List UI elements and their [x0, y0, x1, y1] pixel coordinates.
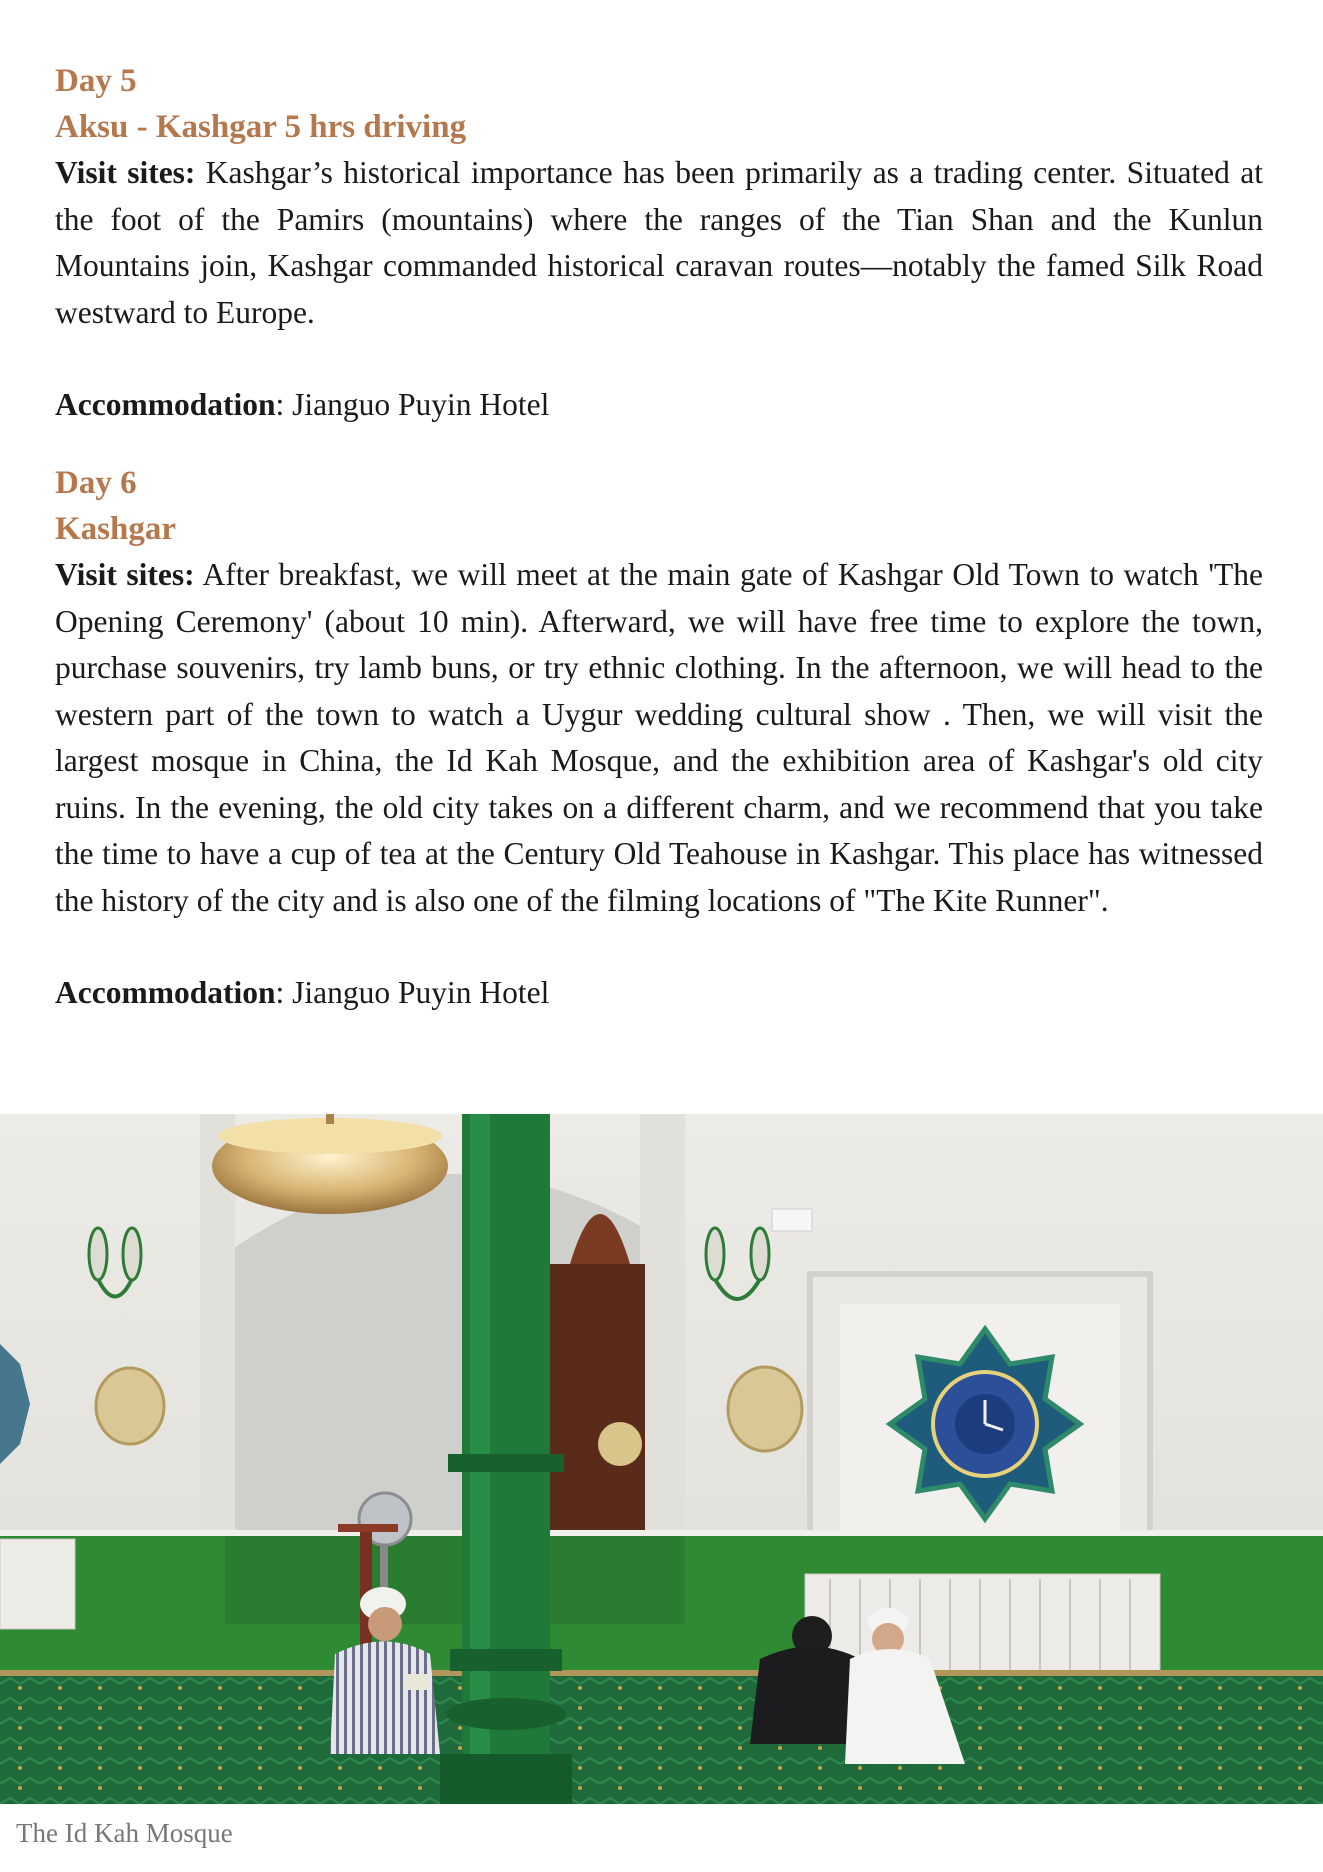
day-5-visit-text: Kashgar’s historical importance has been primarily as a trading center. Situated at the foot of the Pamirs (mountains) where the ranges of the Tian Shan and the Kunlun Mountains join, Kashgar commanded historical caravan routes—notably the famed Silk Road westward to Europe.	[55, 155, 1264, 330]
day-5-label: Day 5	[55, 63, 137, 99]
day-6-visit-label: Visit sites:	[55, 557, 195, 592]
day-6-description	[55, 552, 1263, 924]
day-5-accommodation-value: : Jianguo Puyin Hotel	[275, 387, 550, 422]
day-6-label: Day 6	[55, 465, 137, 501]
day-5-accommodation-label: Accommodation	[55, 387, 276, 422]
day-5-description	[55, 150, 1263, 336]
day-5-visit-label: Visit sites:	[55, 155, 196, 190]
day-5-accommodation	[55, 382, 1263, 428]
day-5-section	[55, 58, 1263, 428]
day-5-route: Aksu - Kashgar 5 hrs driving	[55, 109, 467, 145]
mosque-photo	[0, 1114, 1323, 1804]
day-6-accommodation-label: Accommodation	[55, 975, 276, 1010]
photo-caption: The Id Kah Mosque	[16, 1818, 233, 1848]
day-6-accommodation-value: : Jianguo Puyin Hotel	[275, 975, 550, 1010]
day-6-accommodation	[55, 970, 1263, 1016]
day-6-route: Kashgar	[55, 511, 177, 547]
day-6-visit-text: After breakfast, we will meet at the main gate of Kashgar Old Town to watch 'The Opening Ceremony' (about 10 min). Afterward, we will have free time to explore the town, purchase souvenirs, try lamb buns, or try ethnic clothing. In the afternoon, we will head to the western part of the town to watch a Uygur wedding cultural show . Then, we will visit the largest mosque in China, the Id Kah Mosque, and the exhibition area of Kashgar's old city ruins. In the evening, the old city takes on a different charm, and we recommend that you take the time to have a cup of tea at the Century Old Teahouse in Kashgar. This place has witnessed the history of the city and is also one of the filming locations of "The Kite Runner".	[55, 557, 1263, 918]
itinerary-content	[55, 58, 1263, 1016]
day-6-section	[55, 460, 1263, 1016]
